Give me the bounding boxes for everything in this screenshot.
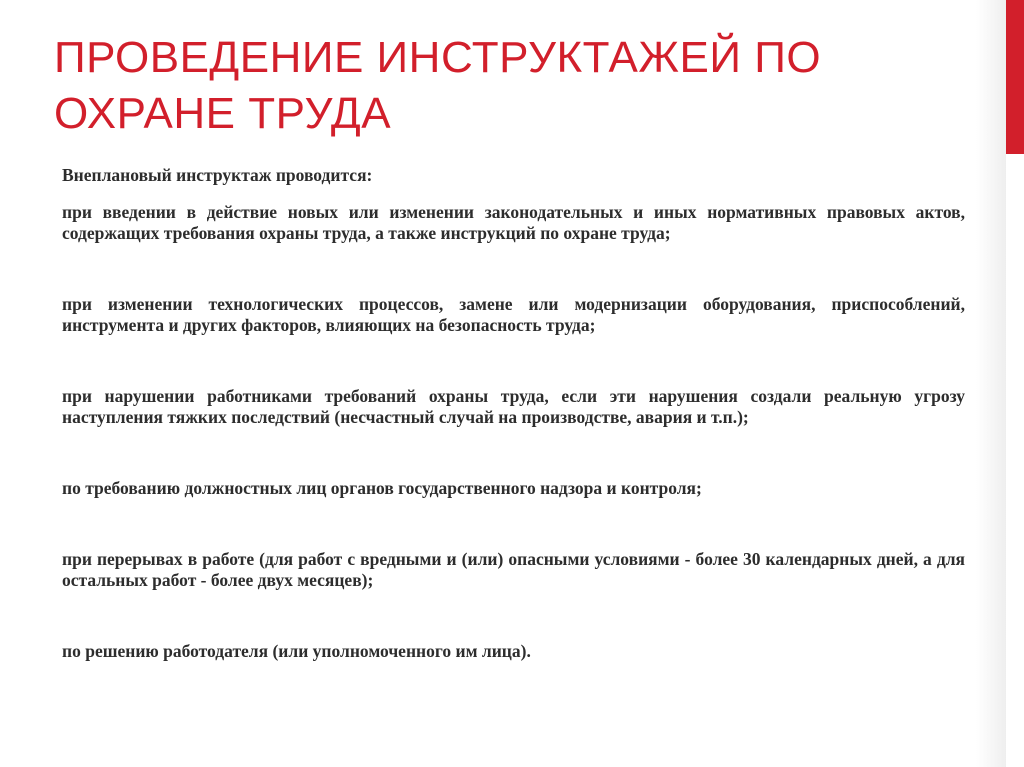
lead-text: Внеплановый инструктаж проводится:	[62, 165, 373, 185]
page-edge-shading	[976, 0, 1006, 767]
slide-body	[62, 165, 965, 662]
list-item: при введении в действие новых или изменении законодательных и иных нормативных правовых актов, содержащих требования охраны труда, а также инструкций по охране труда;	[62, 202, 965, 243]
accent-bar	[1006, 0, 1024, 154]
slide-title: ПРОВЕДЕНИЕ ИНСТРУКТАЖЕЙ ПО ОХРАНЕ ТРУДА	[54, 33, 822, 138]
list-item: по требованию должностных лиц органов государственного надзора и контроля;	[62, 478, 702, 498]
list-item: при нарушении работниками требований охраны труда, если эти нарушения создали реальную угрозу наступления тяжких последствий (несчастный случай на производстве, авария и т.п.);	[62, 386, 965, 427]
list-item: при перерывах в работе (для работ с вредными и (или) опасными условиями - более 30 календарных дней, а для остальных работ - более двух месяцев);	[62, 549, 965, 590]
list-item: при изменении технологических процессов, замене или модернизации оборудования, приспособлений, инструмента и других факторов, влияющих на безопасность труда;	[62, 294, 965, 335]
list-item: по решению работодателя (или уполномоченного им лица).	[62, 641, 531, 661]
